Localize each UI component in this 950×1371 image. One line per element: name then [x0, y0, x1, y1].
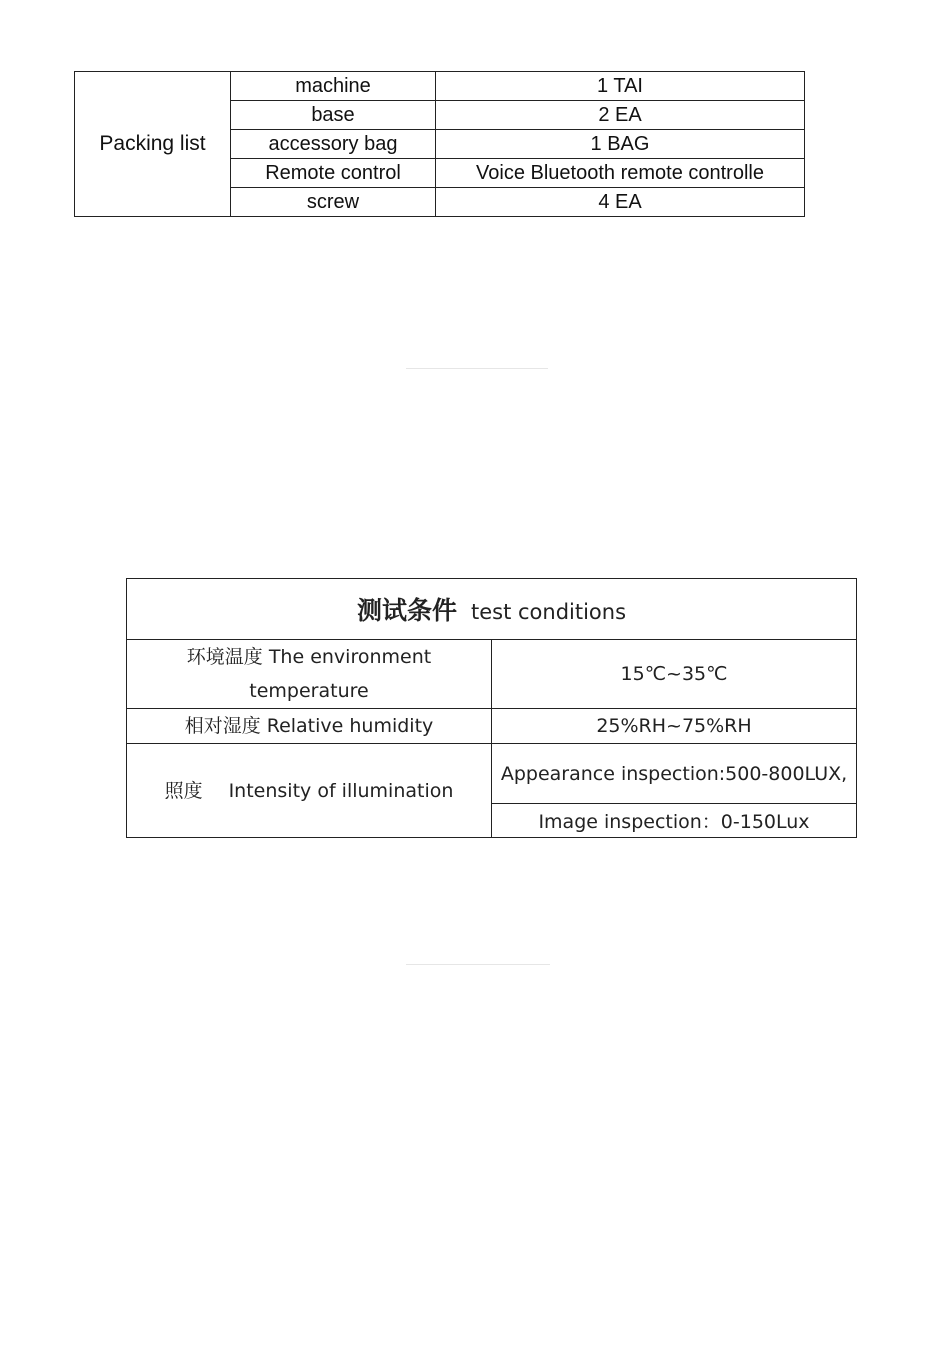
table-row	[75, 72, 805, 101]
title-english: test conditions	[470, 600, 627, 624]
packing-item-name: Remote control	[231, 159, 436, 188]
title-chinese: 测试条件	[356, 596, 457, 625]
packing-item-qty: 1 BAG	[436, 130, 805, 159]
packing-list-label: Packing list	[75, 72, 231, 217]
packing-item-name: machine	[231, 72, 436, 101]
humidity-label-cn: 相对湿度	[184, 715, 261, 737]
table-row	[127, 579, 857, 640]
packing-item-name: screw	[231, 188, 436, 217]
packing-item-qty: 4 EA	[436, 188, 805, 217]
packing-item-name: base	[231, 101, 436, 130]
humidity-label	[127, 709, 492, 744]
separator-line	[406, 368, 548, 369]
packing-list-table	[74, 71, 805, 217]
illumination-appearance-value: Appearance inspection:500-800LUX,	[492, 744, 857, 804]
illumination-label-cn: 照度	[164, 779, 203, 802]
illumination-label-en: Intensity of illumination	[228, 779, 454, 802]
env-temp-label-en: The environment temperature	[249, 646, 432, 702]
table-row	[127, 744, 857, 804]
humidity-value: 25%RH~75%RH	[492, 709, 857, 744]
packing-item-qty: 2 EA	[436, 101, 805, 130]
env-temp-value: 15℃~35℃	[492, 640, 857, 709]
table-row	[127, 709, 857, 744]
env-temp-label-cn: 环境温度	[186, 646, 263, 668]
test-conditions-table	[126, 578, 857, 838]
packing-item-name: accessory bag	[231, 130, 436, 159]
packing-item-qty: Voice Bluetooth remote controlle	[436, 159, 805, 188]
separator-line	[406, 964, 550, 965]
test-conditions-title	[127, 579, 857, 640]
illumination-label	[127, 744, 492, 838]
table-row	[127, 640, 857, 709]
illumination-image-value: Image inspection：0-150Lux	[492, 804, 857, 838]
humidity-label-en: Relative humidity	[266, 715, 434, 737]
packing-item-qty: 1 TAI	[436, 72, 805, 101]
env-temp-label	[127, 640, 492, 709]
